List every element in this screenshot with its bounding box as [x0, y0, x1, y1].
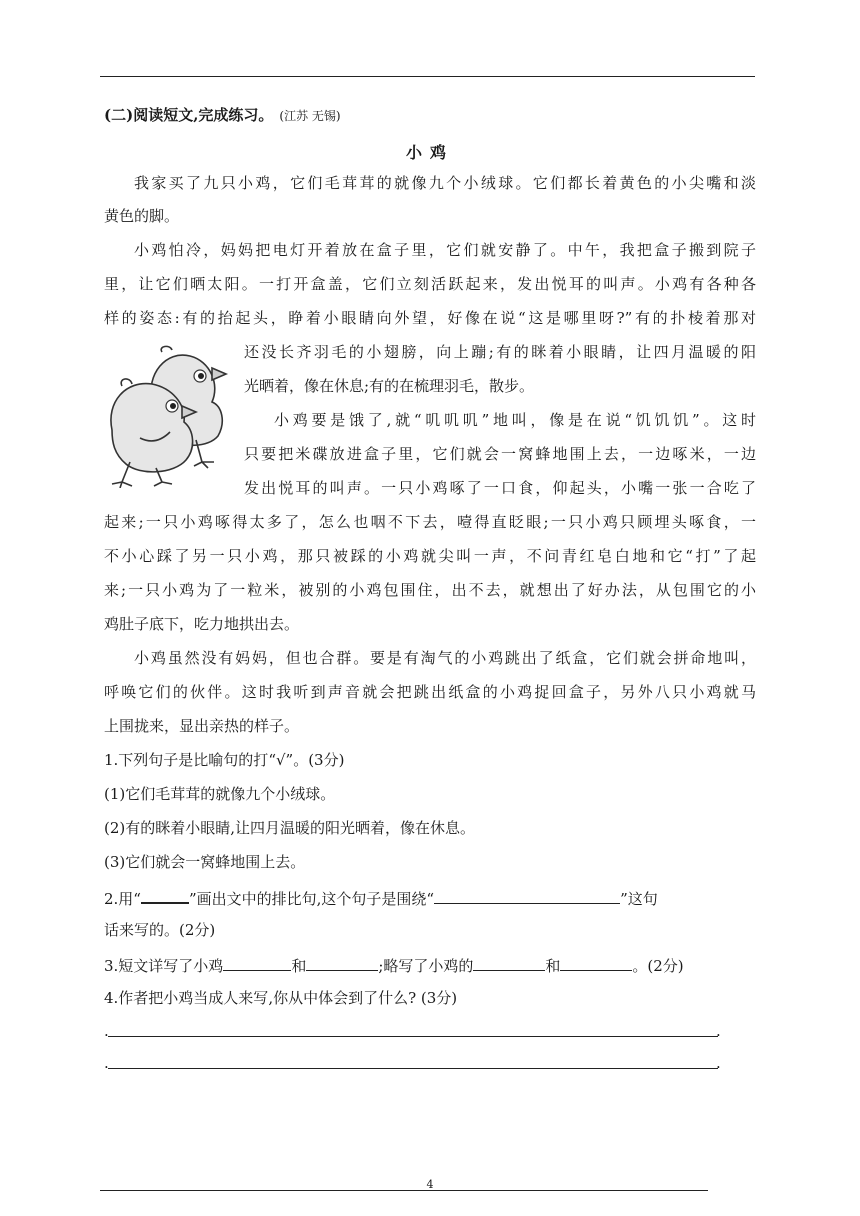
passage-line: 光晒着，像在休息;有的在梳理羽毛，散步。	[244, 377, 535, 395]
answer-blank[interactable]	[434, 887, 620, 904]
question-1-option: (1)它们毛茸茸的就像九个小绒球。	[104, 785, 336, 803]
passage-line: 小鸡怕冷，妈妈把电灯开着放在盒子里，它们就安静了。中午，我把盒子搬到院子	[134, 241, 756, 259]
section-source: (江苏 无锡)	[279, 109, 341, 123]
section-heading	[104, 104, 341, 125]
question-1-option: (2)有的眯着小眼睛,让四月温暖的阳光晒着，像在休息。	[104, 819, 476, 837]
footer-rule	[100, 1190, 708, 1191]
passage-line: 起来;一只小鸡啄得太多了，怎么也咽不下去，噎得直眨眼;一只小鸡只顾埋头啄食，一	[104, 513, 756, 531]
page-number: 4	[426, 1178, 434, 1191]
question-3: 3.短文详写了小鸡 和 ;略写了小鸡的 和 。(2分)	[104, 954, 756, 976]
passage-line: 里，让它们晒太阳。一打开盒盖，它们立刻活跃起来，发出悦耳的叫声。小鸡有各种各	[104, 275, 756, 293]
question-2: 2.用“ ”画出文中的排比句,这个句子是围绕“ ”这句	[104, 886, 756, 909]
question-4: 4.作者把小鸡当成人来写,你从中体会到了什么? (3分)	[104, 989, 458, 1007]
passage-title: 小鸡	[405, 143, 454, 162]
answer-blank[interactable]	[223, 954, 291, 971]
passage-line: 我家买了九只小鸡，它们毛茸茸的就像九个小绒球。它们都长着黄色的小尖嘴和淡	[134, 174, 756, 192]
passage-line: 发出悦耳的叫声。一只小鸡啄了一口食，仰起头，小嘴一张一合吃了	[244, 479, 756, 497]
question-2-continued: 话来写的。(2分)	[104, 921, 216, 939]
passage-line: 鸡肚子底下，吃力地拱出去。	[104, 615, 300, 633]
passage-line: 还没长齐羽毛的小翅膀，向上蹦;有的眯着小眼睛，让四月温暖的阳	[244, 343, 756, 361]
passage-line: 只要把米碟放进盒子里，它们就会一窝蜂地围上去，一边啄米，一边	[244, 445, 756, 463]
wavy-line-blank[interactable]	[141, 886, 189, 904]
question-1-option: (3)它们就会一窝蜂地围上去。	[104, 853, 306, 871]
passage-line: 黄色的脚。	[104, 207, 180, 225]
passage-line: 不小心踩了另一只小鸡，那只被踩的小鸡就尖叫一声，不问青红皂白地和它“打”了起	[104, 547, 756, 565]
answer-blank[interactable]	[306, 954, 378, 971]
answer-blank[interactable]	[473, 954, 545, 971]
question-1: 1.下列句子是比喻句的打“√”。(3分)	[104, 751, 345, 769]
passage-line: 样的姿态:有的抬起头，睁着小眼睛向外望，好像在说“这是哪里呀?”有的扑棱着那对	[104, 309, 756, 327]
passage-line: 小鸡虽然没有妈妈，但也合群。要是有淘气的小鸡跳出了纸盒，它们就会拼命地叫，	[134, 649, 756, 667]
passage-line: 小鸡要是饿了,就“叽叽叽”地叫，像是在说“饥饥饥”。这时	[274, 411, 756, 429]
section-title: (二)阅读短文,完成练习。	[104, 106, 274, 124]
answer-blank[interactable]	[560, 954, 632, 971]
passage-line: 呼唤它们的伙伴。这时我听到声音就会把跳出纸盒的小鸡捉回盒子，另外八只小鸡就马	[104, 683, 756, 701]
passage-line: 来;一只小鸡为了一粒米，被别的小鸡包围住，出不去，就想出了好办法，从包围它的小	[104, 581, 756, 599]
chicks-illustration	[100, 344, 232, 488]
passage-line: 上围拢来，显出亲热的样子。	[104, 717, 300, 735]
header-rule	[100, 76, 755, 77]
